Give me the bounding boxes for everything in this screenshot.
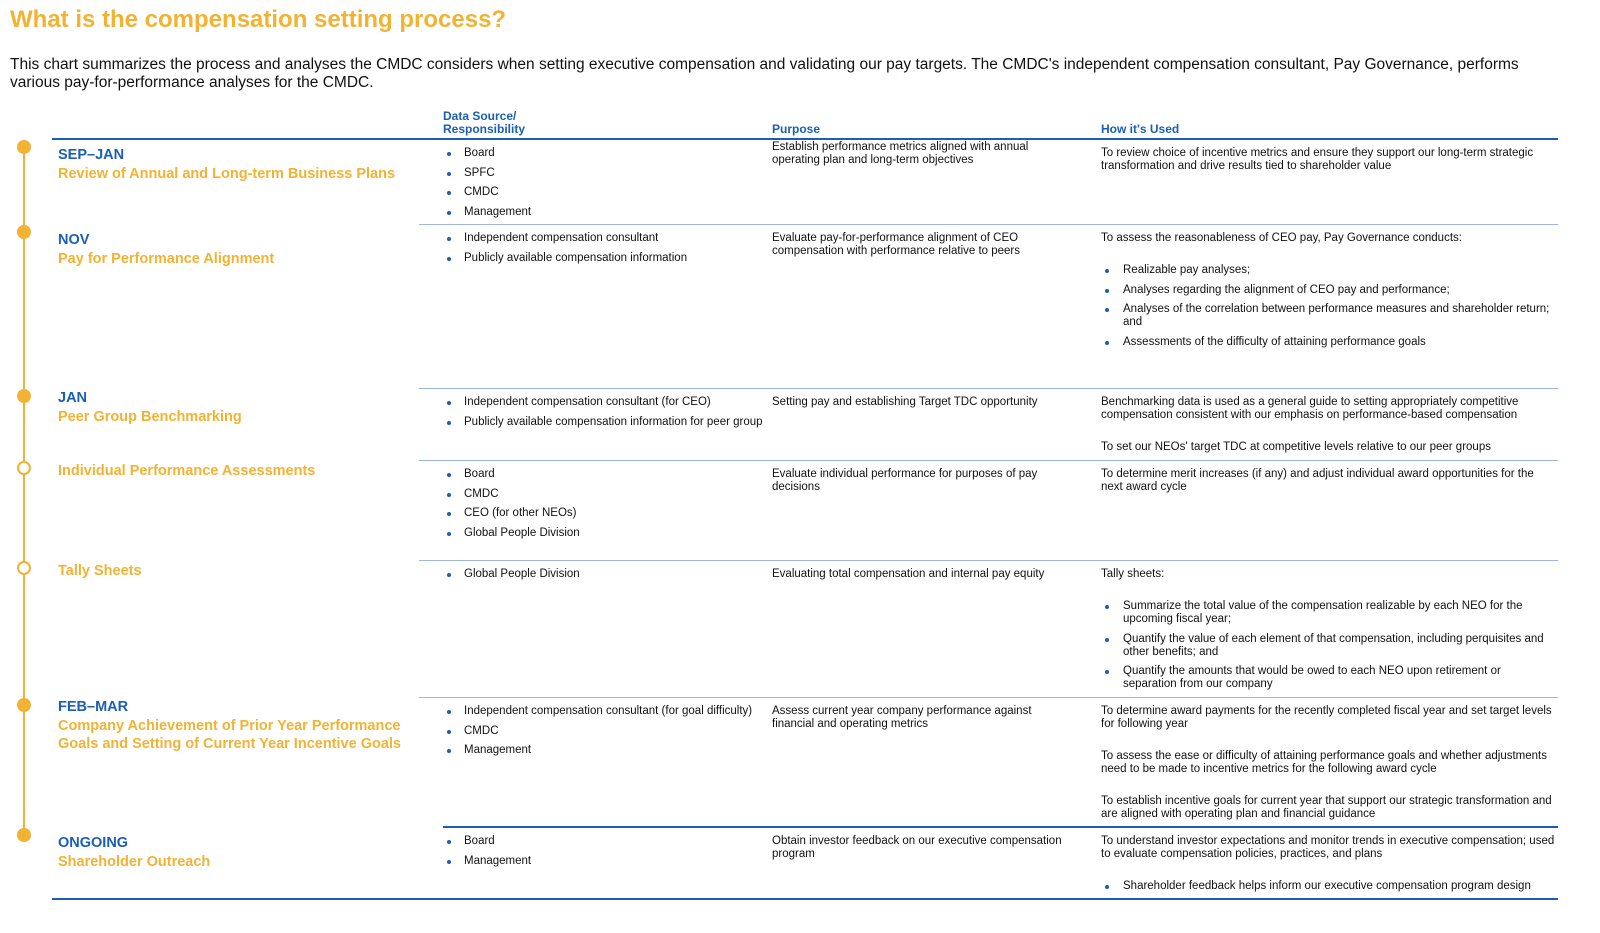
row-divider <box>419 388 1558 389</box>
usage-bullet: Analyses regarding the alignment of CEO pay and performance; <box>1101 284 1556 297</box>
usage-cell <box>1101 835 1556 900</box>
source-item: Independent compensation consultant <box>444 232 764 245</box>
source-item: CMDC <box>444 725 764 738</box>
purpose-text: Evaluate individual performance for purposes of pay decisions <box>772 468 1038 493</box>
usage-cell <box>1101 705 1556 821</box>
period-label: ONGOING <box>58 835 129 851</box>
usage-cell <box>1101 396 1556 454</box>
source-item: CMDC <box>444 186 764 199</box>
source-item: CMDC <box>444 488 764 501</box>
timeline-dot-hollow <box>17 461 31 475</box>
usage-text: To set our NEOs' target TDC at competitive levels relative to our peer groups <box>1101 441 1491 453</box>
usage-text: To assess the reasonableness of CEO pay, Pay Governance conducts: <box>1101 232 1462 244</box>
source-item: Independent compensation consultant (for goal difficulty) <box>444 705 764 718</box>
header-rule <box>52 138 1558 140</box>
source-item: Board <box>444 835 764 848</box>
usage-bullet: Realizable pay analyses; <box>1101 264 1556 277</box>
source-item: Management <box>444 855 764 868</box>
source-item: Publicly available compensation information for peer group <box>444 416 764 429</box>
usage-bullet: Summarize the total value of the compensation realizable by each NEO for the upcoming fiscal year; <box>1101 600 1556 626</box>
period-label: NOV <box>58 232 90 248</box>
usage-bullet: Quantify the amounts that would be owed to each NEO upon retirement or separation from our company <box>1101 665 1556 691</box>
purpose-text: Evaluating total compensation and internal pay equity <box>772 568 1045 580</box>
usage-cell <box>1101 568 1556 698</box>
timeline-dot-hollow <box>17 561 31 575</box>
usage-cell <box>1101 147 1556 173</box>
column-header-used: How it's Used <box>1101 122 1180 136</box>
usage-text: Benchmarking data is used as a general guide to setting appropriately competitive compensation consistent with our emphasis on performance-based compensation <box>1101 396 1519 421</box>
usage-cell <box>1101 468 1556 494</box>
purpose-text: Assess current year company performance against financial and operating metrics <box>772 705 1032 730</box>
timeline-dot <box>17 828 31 842</box>
timeline-dot <box>17 140 31 154</box>
usage-text: To understand investor expectations and monitor trends in executive compensation; used to evaluate compensation policies, practices, and plans <box>1101 835 1555 860</box>
source-item: Management <box>444 206 764 219</box>
period-label: JAN <box>58 390 88 406</box>
source-item: Publicly available compensation information <box>444 252 764 265</box>
timeline-dot <box>17 698 31 712</box>
usage-bullet: Assessments of the difficulty of attaining performance goals <box>1101 336 1556 349</box>
row-divider <box>443 826 1558 828</box>
source-list <box>444 147 764 225</box>
usage-text: To review choice of incentive metrics and ensure they support our long-term strategic transformation and drive results tied to shareholder value <box>1101 147 1534 172</box>
source-item: Global People Division <box>444 527 764 540</box>
timeline-dot <box>17 225 31 239</box>
source-item: CEO (for other NEOs) <box>444 507 764 520</box>
source-list <box>444 705 764 764</box>
timeline-dot <box>17 389 31 403</box>
source-item: Board <box>444 468 764 481</box>
usage-cell <box>1101 232 1556 355</box>
usage-text: To determine award payments for the recently completed fiscal year and set target levels for following year <box>1101 705 1552 730</box>
page-title: What is the compensation setting process? <box>10 6 507 33</box>
usage-text: To establish incentive goals for current year that support our strategic transformation and are aligned with operating plan and financial guidance <box>1101 795 1552 820</box>
source-list <box>444 568 764 588</box>
intro-paragraph: This chart summarizes the process and analyses the CMDC considers when setting executive compensation and validating our pay targets. The CMDC's independent compensation consultant, Pay Governance, performs various pay-for-performance analyses for the CMDC. <box>10 56 1519 91</box>
usage-bullet-list <box>1101 264 1556 349</box>
row-divider <box>419 460 1558 461</box>
purpose-text: Setting pay and establishing Target TDC opportunity <box>772 396 1038 408</box>
column-header-source: Data Source/ Responsibility <box>443 109 526 136</box>
source-list <box>444 396 764 435</box>
period-label: SEP–JAN <box>58 147 125 163</box>
usage-bullet-list <box>1101 880 1556 893</box>
phase-title: Shareholder Outreach <box>58 854 211 870</box>
usage-text: Tally sheets: <box>1101 568 1165 580</box>
source-item: Board <box>444 147 764 160</box>
usage-bullet: Quantify the value of each element of that compensation, including perquisites and other benefits; and <box>1101 633 1556 659</box>
source-list <box>444 835 764 874</box>
column-header-purpose: Purpose <box>772 122 821 136</box>
period-label: FEB–MAR <box>58 699 129 715</box>
purpose-text: Obtain investor feedback on our executive compensation program <box>772 835 1062 860</box>
row-divider <box>419 697 1558 698</box>
source-item: Independent compensation consultant (for CEO) <box>444 396 764 409</box>
usage-text: To assess the ease or difficulty of attaining performance goals and whether adjustments need to be made to incentive metrics for the following award cycle <box>1101 750 1547 775</box>
phase-title: Tally Sheets <box>58 563 142 579</box>
usage-bullet: Analyses of the correlation between performance measures and shareholder return; and <box>1101 303 1556 329</box>
source-item: SPFC <box>444 167 764 180</box>
source-item: Global People Division <box>444 568 764 581</box>
phase-title: Individual Performance Assessments <box>58 463 316 479</box>
phase-title: Review of Annual and Long-term Business Plans <box>58 166 396 182</box>
usage-bullet-list <box>1101 600 1556 691</box>
source-item: Management <box>444 744 764 757</box>
row-divider <box>419 560 1558 561</box>
timeline-line <box>23 146 25 836</box>
usage-bullet: Shareholder feedback helps inform our executive compensation program design <box>1101 880 1556 893</box>
source-list <box>444 468 764 546</box>
source-list <box>444 232 764 271</box>
purpose-text: Establish performance metrics aligned with annual operating plan and long-term objectives <box>772 141 1029 166</box>
usage-text: To determine merit increases (if any) and adjust individual award opportunities for the next award cycle <box>1101 468 1534 493</box>
phase-title: Company Achievement of Prior Year Performance Goals and Setting of Current Year Incentive Goals <box>58 718 401 752</box>
purpose-text: Evaluate pay-for-performance alignment of CEO compensation with performance relative to peers <box>772 232 1021 257</box>
footer-rule <box>52 898 1558 900</box>
phase-title: Peer Group Benchmarking <box>58 409 242 425</box>
phase-title: Pay for Performance Alignment <box>58 251 275 267</box>
row-divider <box>419 224 1558 225</box>
